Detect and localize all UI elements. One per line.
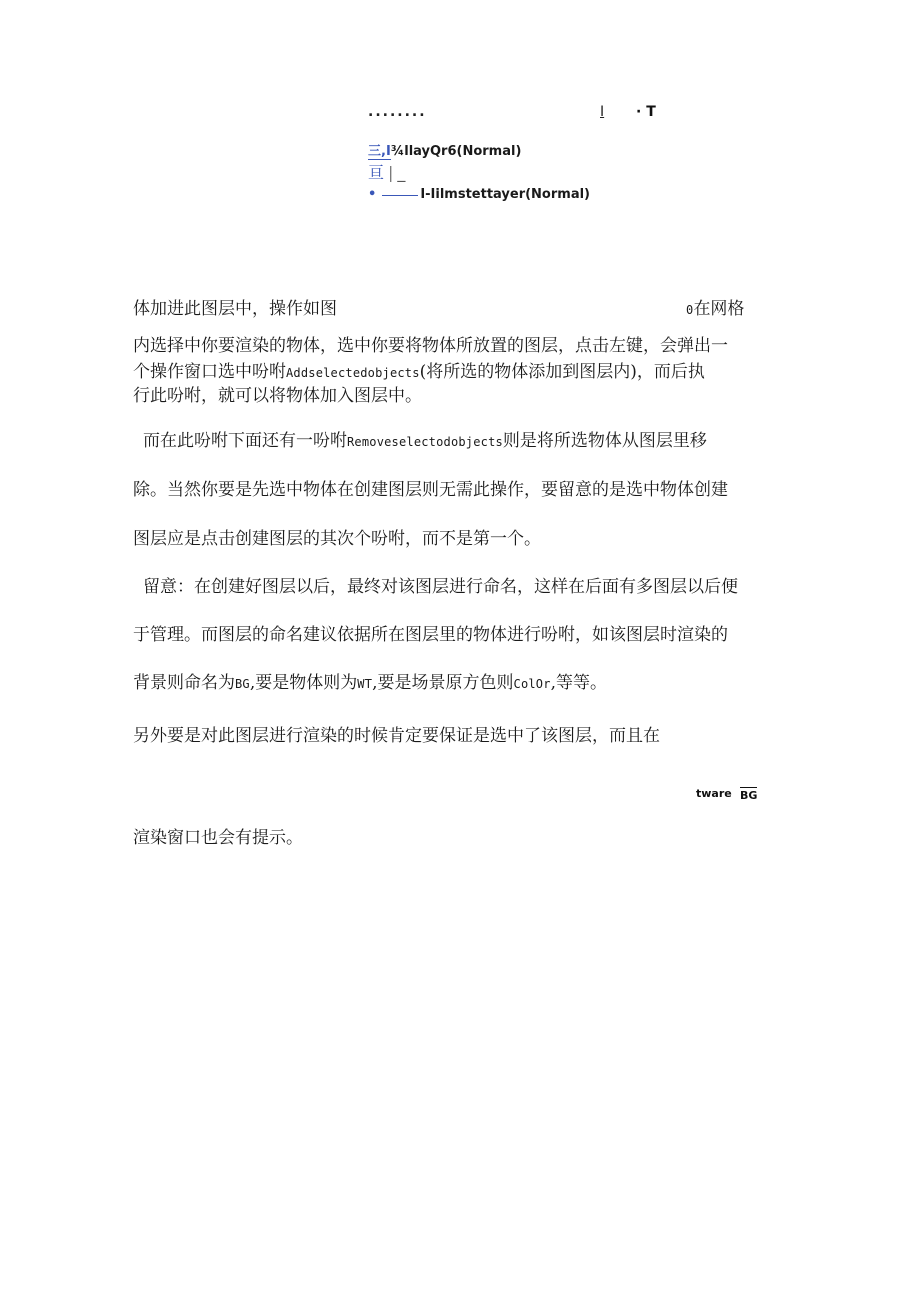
command-remove-selected: Removeselectodobjects	[347, 435, 503, 449]
paragraph-3-line-2: 除。当然你要是先选中物体在创建图层则无需此操作，要留意的是选中物体创建	[133, 480, 728, 500]
paragraph-2-line-3: 行此吩咐，就可以将物体加入图层中。	[133, 386, 422, 406]
paragraph-2-line-2-post: (将所选的物体添加到图层内)，而后执	[419, 362, 705, 382]
paragraph-4-line-1: 留意：在创建好图层以后，最终对该图层进行命名，这样在后面有多图层以后便	[143, 577, 738, 597]
paragraph-4-line-3	[133, 668, 607, 693]
layer-bullet-icon: •	[368, 187, 377, 202]
paragraph-6: 渲染窗口也会有提示。	[133, 828, 303, 848]
layer-indent-line	[382, 195, 418, 196]
layer-list-icon: 三,I	[368, 144, 391, 159]
paragraph-3-line-1	[143, 426, 707, 451]
paragraph-1-right-fragment	[686, 294, 744, 319]
p4-text-d: ,等等。	[550, 673, 608, 693]
code-color: ColOr	[513, 677, 551, 691]
paragraph-3-line-3: 图层应是点击创建图层的其次个吩咐，而不是第一个。	[133, 529, 541, 549]
paragraph-1-line-1: 体加进此图层中，操作如图	[133, 299, 337, 319]
code-bg: BG	[235, 677, 250, 691]
figure-number: 0	[686, 303, 694, 317]
paragraph-3-line-1-pre: 而在此吩咐下面还有一吩咐	[143, 431, 347, 451]
paragraph-5: 另外要是对此图层进行渲染的时候肯定要保证是选中了该图层，而且在	[133, 726, 660, 746]
layer-row-overlay-label: ¾llayQr6(Normal)	[390, 144, 522, 159]
layer-row-overlay[interactable]	[368, 140, 521, 159]
layer-toolbar-row	[368, 160, 405, 183]
command-add-selected: Addselectedobjects	[286, 366, 420, 380]
paragraph-2-line-2	[133, 357, 705, 382]
paragraph-2-line-1: 内选择中你要渲染的物体，选中你要将物体所放置的图层，点击左键，会弹出一	[133, 336, 728, 356]
code-wt: WT	[357, 677, 373, 691]
p4-text-b: ,要是物体则为	[249, 673, 358, 693]
p4-text-c: ,要是场景原方色则	[372, 673, 514, 693]
software-label-tware: tware	[696, 787, 732, 800]
layer-row-filmset[interactable]	[368, 187, 590, 202]
toolbar-separator: |	[388, 163, 394, 182]
paragraph-3-line-1-post: 则是将所选物体从图层里移	[502, 431, 707, 451]
figure-i-mark: I	[600, 104, 605, 120]
figure-t-mark: · T	[636, 104, 656, 120]
paragraph-1-right-text: 在网格	[693, 299, 745, 319]
paragraph-2-line-2-pre: 个操作窗口选中吩咐	[133, 362, 286, 382]
figure-dotted-row: ........	[368, 104, 427, 120]
layer-label-bg: BG	[740, 789, 758, 802]
layer-box-icon[interactable]: 亘	[368, 163, 385, 182]
paragraph-4-line-2: 于管理。而图层的命名建议依据所在图层里的物体进行吩咐，如该图层时渲染的	[133, 625, 728, 645]
p4-text-a: 背景则命名为	[133, 673, 235, 693]
toolbar-underscore: _	[397, 163, 406, 182]
layer-row-filmset-label: I-Iilmstettayer(Normal)	[420, 187, 590, 202]
